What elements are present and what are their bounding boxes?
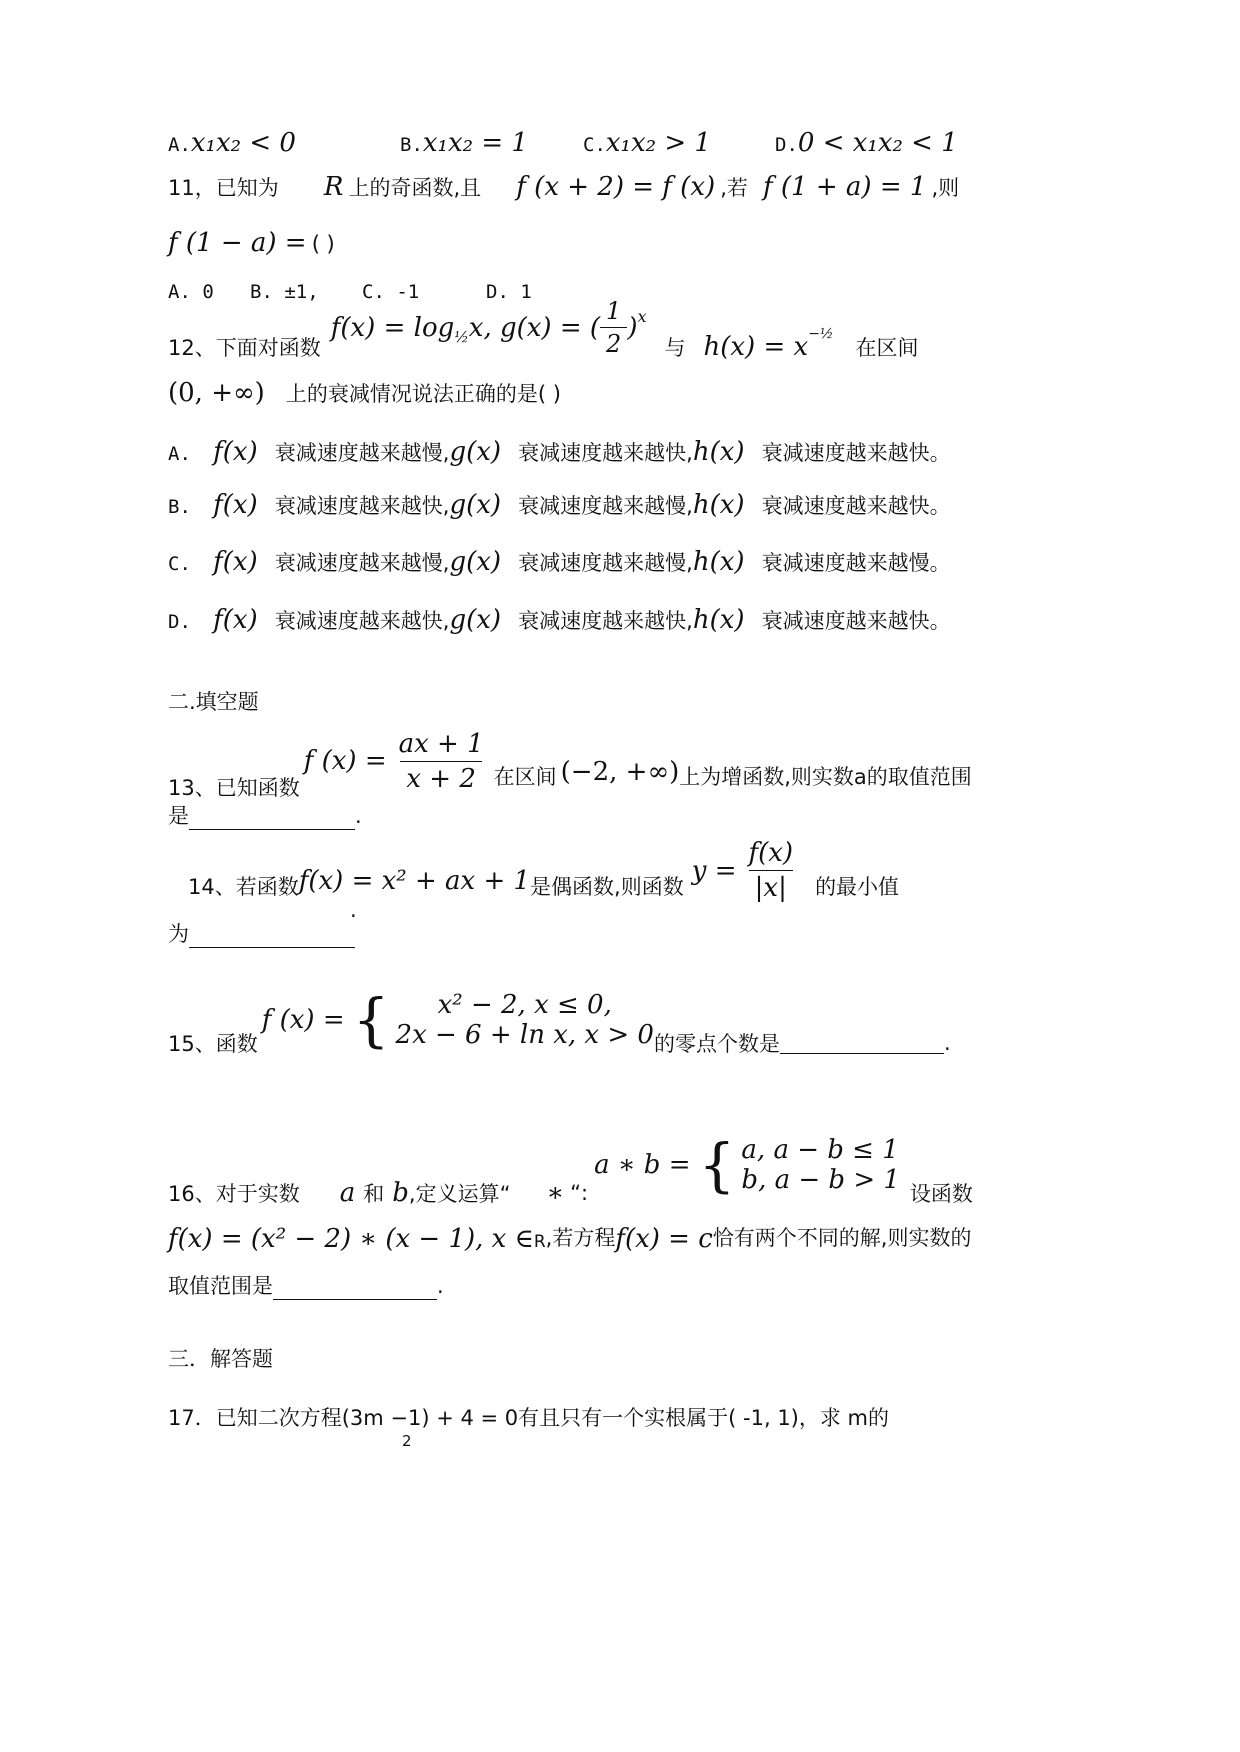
q10-option-d: D.0 < x₁x₂ < 1: [775, 128, 958, 158]
q13-fraction: $\frac{ax + 1}{x + 2}$: [398, 728, 484, 794]
q12-option-c: C. f(x) 衰减速度越来越慢,g(x) 衰减速度越来越慢,h(x) 衰减速度越来越慢。: [168, 547, 951, 577]
q14-dot: .: [350, 898, 357, 922]
q16-answer-blank[interactable]: [273, 1277, 437, 1300]
q14-line1: 14、若函数 f(x) = x² + ax + 1 是偶函数,则函数 y = $\frac{f(x)}{|x|}$ 的最小值: [188, 838, 900, 903]
q11-option-b: B. ±1,: [250, 281, 319, 303]
q10-option-c: C.x₁x₂ > 1: [583, 128, 711, 158]
section-solve-heading: 三．解答题: [168, 1347, 273, 1371]
q11-option-a: A. 0: [168, 281, 214, 303]
section-fill-in-blank-heading: 二.填空题: [168, 690, 259, 714]
q14-fraction: $\frac{f(x)}{|x|}$: [748, 838, 794, 903]
q12-half-fraction: $\frac{1}{2}$: [600, 297, 627, 358]
q13-answer-blank[interactable]: [189, 807, 355, 830]
q11-line1: 11，已知为 R 上的奇函数,且 f (x + 2) = f (x) ,若 f (1 + a) = 1 ,则: [168, 172, 960, 202]
q10-option-b: B.x₁x₂ = 1: [400, 128, 528, 158]
q11-line2: f (1 − a) = ( ): [168, 228, 335, 258]
q12-line1: 12、下面对函数 f(x) = log ½ x, g(x) = ( $\frac{1}{2}$ ) x 与 h(x) = x −½ 在区间: [168, 297, 919, 362]
q15-cases: x² − 2, x ≤ 0, 2x − 6 + ln x, x > 0: [395, 990, 654, 1050]
q16-line2: f(x) = (x² − 2) ∗ (x − 1), x ∈ R ,若方程 f(x) = c 恰有两个不同的解,则实数的: [168, 1224, 972, 1254]
q14-line2: 为: [168, 918, 355, 948]
q12-option-d: D. f(x) 衰减速度越来越快,g(x) 衰减速度越来越快,h(x) 衰减速度越来越快。: [168, 605, 951, 635]
q15-line: 15、函数 f (x) = { x² − 2, x ≤ 0, 2x − 6 + ln x, x > 0 的零点个数是 .: [168, 986, 951, 1056]
q12-option-a: A. f(x) 衰减速度越来越慢,g(x) 衰减速度越来越快,h(x) 衰减速度越来越快。: [168, 437, 951, 467]
q16-line1: 16、对于实数 a 和 b ,定义运算“ ∗ “: a ∗ b = { a, a − b ≤ 1 b, a − b > 1 设函数: [168, 1131, 973, 1208]
q16-left-brace: {: [698, 1131, 736, 1199]
q15-answer-blank[interactable]: [780, 1031, 944, 1054]
q11-option-d: D. 1: [486, 281, 532, 303]
q15-left-brace: {: [352, 986, 390, 1054]
q16-line3: 取值范围是 .: [168, 1274, 444, 1298]
q17-text: 17．已知二次方程(3m −1) + 4 = 0有且只有一个实根属于( -1, 1)，求 m的: [168, 1406, 890, 1430]
q10-option-a: A.x₁x₂ < 0: [168, 128, 296, 158]
q12-option-b: B. f(x) 衰减速度越来越快,g(x) 衰减速度越来越慢,h(x) 衰减速度越来越快。: [168, 490, 951, 520]
q13-line2: 是 .: [168, 804, 362, 828]
page-number: 2: [402, 1432, 412, 1450]
q11-option-c: C. -1: [362, 281, 420, 303]
q13-line1: 13、已知函数 f (x) = $\frac{ax + 1}{x + 2}$ 在区间 (−2, +∞) 上为增函数,则实数a的取值范围: [168, 728, 972, 800]
q12-f-g-expr: f(x) = log ½ x, g(x) = ( $\frac{1}{2}$ ) x: [330, 297, 647, 358]
q14-answer-blank[interactable]: [189, 925, 355, 948]
q16-cases: a, a − b ≤ 1 b, a − b > 1: [741, 1135, 900, 1195]
q12-line2: (0, +∞) 上的衰减情况说法正确的是( ): [168, 378, 561, 408]
